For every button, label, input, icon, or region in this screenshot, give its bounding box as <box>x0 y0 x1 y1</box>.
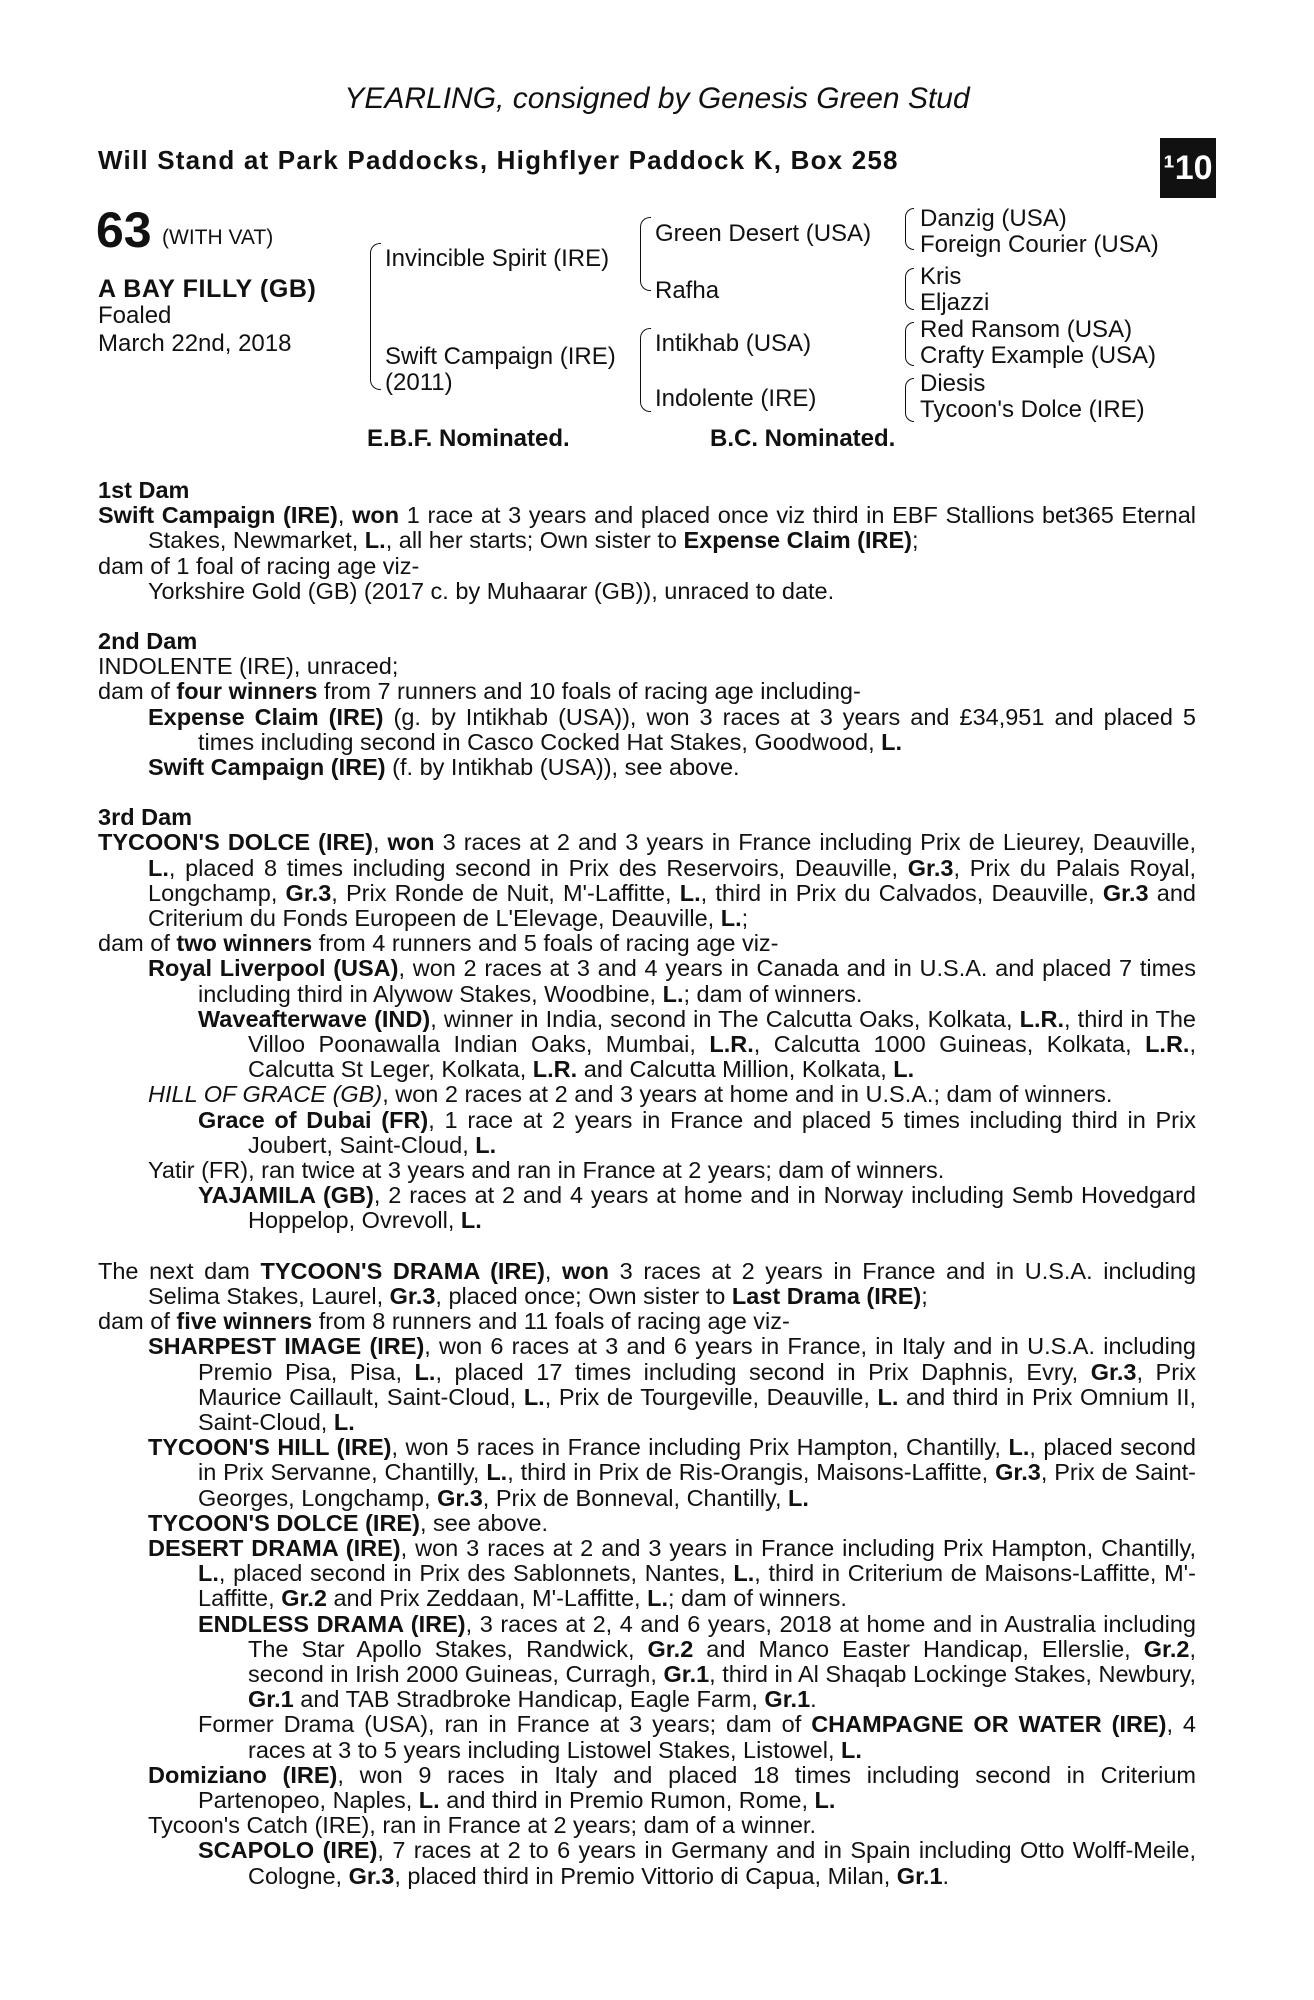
section-heading: 3rd Dam <box>98 804 193 831</box>
catalogue-paragraph: TYCOON'S HILL (IRE), won 5 races in France including Prix Hampton, Chantilly, L., placed second in Prix Servanne, Chantilly, L., third in Prix de Ris-Orangis, Maisons-Laffitte, Gr.3, Prix de Saint-Georges, Longchamp, Gr.3, Prix de Bonneval, Chantilly, L. <box>148 1434 1196 1511</box>
catalogue-paragraph: Grace of Dubai (FR), 1 race at 2 years in France and placed 5 times including third in Prix Joubert, Saint-Cloud, L. <box>198 1106 1196 1158</box>
catalogue-paragraph: The next dam TYCOON'S DRAMA (IRE), won 3 races at 2 years in France and in U.S.A. including Selima Stakes, Laurel, Gr.3, placed once; Own sister to Last Drama (IRE); <box>98 1257 1197 1309</box>
sire-brace <box>370 243 381 390</box>
bc-nomination: B.C. Nominated. <box>710 425 896 452</box>
catalogue-paragraph: Royal Liverpool (USA), won 2 races at 3 and 4 years in Canada and in U.S.A. and placed 7 times including third in Alywow Stakes, Woodbine, L.; dam of winners. <box>148 955 1196 1007</box>
pedigree-sire-dam: Rafha <box>655 277 720 304</box>
pedigree-sire: Invincible Spirit (IRE) <box>385 245 610 272</box>
pedigree-g1: Danzig (USA) <box>920 205 1067 232</box>
pedigree-dam-sire: Intikhab (USA) <box>655 330 812 357</box>
catalogue-body <box>98 478 1196 1889</box>
pedigree-g4: Eljazzi <box>920 289 990 316</box>
catalogue-paragraph: dam of 1 foal of racing age viz- <box>98 552 420 579</box>
lot-number: 63 <box>96 202 152 258</box>
catalogue-paragraph: Expense Claim (IRE) (g. by Intikhab (USA)), won 3 races at 3 years and £34,951 and placed 5 times including second in Casco Cocked Hat Stakes, Goodwood, L. <box>148 703 1196 755</box>
pedigree-g3: Kris <box>920 263 962 290</box>
foaled-date: March 22nd, 2018 <box>98 330 292 357</box>
spacer <box>98 1234 1196 1259</box>
vat-note: (WITH VAT) <box>162 226 274 249</box>
pedigree-g5: Red Ransom (USA) <box>920 316 1133 343</box>
catalogue-paragraph: Waveafterwave (IND), winner in India, second in The Calcutta Oaks, Kolkata, L.R., third in The Villoo Poonawalla Indian Oaks, Mumbai, L.R., Calcutta 1000 Guineas, Kolkata, L.R., Calcutta St Leger, Kolkata, L.R. and Calcutta Million, Kolkata, L. <box>198 1005 1196 1083</box>
section-heading: 2nd Dam <box>98 628 198 655</box>
pedigree-g7: Diesis <box>920 370 986 397</box>
catalogue-paragraph: Swift Campaign (IRE) (f. by Intikhab (USA)), see above. <box>148 754 740 781</box>
catalogue-paragraph: DESERT DRAMA (IRE), won 3 races at 2 and 3 years in France including Prix Hampton, Chantilly, L., placed second in Prix des Sablonnets, Nantes, L., third in Criterium de Maisons-Laffitte, M'-Laffitte, Gr.2 and Prix Zeddaan, M'-Laffitte, L.; dam of winners. <box>148 1534 1196 1612</box>
dam-parents-brace <box>640 328 651 412</box>
pedigree-dam-dam: Indolente (IRE) <box>655 385 817 412</box>
catalogue-paragraph: dam of two winners from 4 runners and 5 foals of racing age viz- <box>98 930 779 957</box>
section-heading: 1st Dam <box>98 477 190 503</box>
catalogue-paragraph: Tycoon's Catch (IRE), ran in France at 2 years; dam of a winner. <box>148 1812 816 1839</box>
foaled-label: Foaled <box>98 302 172 329</box>
catalogue-paragraph: TYCOON'S DOLCE (IRE), won 3 races at 2 and 3 years in France including Prix de Lieurey, Deauville, L., placed 8 times including second in Prix des Reservoirs, Deauville, Gr.3, Prix du Palais Royal, Longchamp, Gr.3, Prix Ronde de Nuit, M'-Laffitte, L., third in Prix du Calvados, Deauville, Gr.3 and Criterium du Fonds Europeen de L'Elevage, Deauville, L.; <box>98 829 1197 932</box>
horse-name: A BAY FILLY (GB) <box>98 275 317 303</box>
catalogue-paragraph: SHARPEST IMAGE (IRE), won 6 races at 3 and 6 years in France, in Italy and in U.S.A. including Premio Pisa, Pisa, L., placed 17 times including second in Prix Daphnis, Evry, Gr.3, Prix Maurice Caillault, Saint-Cloud, L., Prix de Tourgeville, Deauville, L. and third in Prix Omnium II, Saint-Cloud, L. <box>148 1333 1196 1435</box>
catalogue-paragraph: Domiziano (IRE), won 9 races in Italy and placed 18 times including second in Criterium Partenopeo, Naples, L. and third in Premio Rumon, Rome, L. <box>148 1761 1196 1813</box>
ebf-nomination: E.B.F. Nominated. <box>367 425 570 452</box>
g1-brace <box>905 208 914 250</box>
catalogue-paragraph: YAJAMILA (GB), 2 races at 2 and 4 years at home and in Norway including Semb Hovedgard Hoppelop, Ovrevoll, L. <box>198 1182 1196 1234</box>
catalogue-paragraph: HILL OF GRACE (GB), won 2 races at 2 and 3 years at home and in U.S.A.; dam of winners. <box>148 1081 1113 1108</box>
catalogue-paragraph: TYCOON'S DOLCE (IRE), see above. <box>148 1509 548 1536</box>
pedigree-dam: Swift Campaign (IRE) <box>385 343 616 370</box>
location-line: Will Stand at Park Paddocks, Highflyer Paddock K, Box 258 <box>98 145 899 175</box>
g4-brace <box>905 378 914 422</box>
pedigree-g2: Foreign Courier (USA) <box>920 231 1159 258</box>
spacer <box>98 780 1196 805</box>
pedigree-g8: Tycoon's Dolce (IRE) <box>920 396 1145 423</box>
catalogue-paragraph: SCAPOLO (IRE), 7 races at 2 to 6 years in Germany and in Spain including Otto Wolff-Meile, Cologne, Gr.3, placed third in Premio Vittorio di Capua, Milan, Gr.1. <box>198 1837 1196 1889</box>
pedigree-g6: Crafty Example (USA) <box>920 342 1157 369</box>
catalogue-paragraph: Former Drama (USA), ran in France at 3 years; dam of CHAMPAGNE OR WATER (IRE), 4 races at 3 to 5 years including Listowel Stakes, Listowel, L. <box>198 1711 1196 1763</box>
spacer <box>98 604 1196 629</box>
g2-brace <box>905 268 914 310</box>
pedigree-sire-sire: Green Desert (USA) <box>655 220 872 247</box>
sire-parents-brace <box>640 217 651 291</box>
page-title: YEARLING, consigned by Genesis Green Stud <box>344 82 970 115</box>
g3-brace <box>905 322 914 366</box>
catalogue-paragraph: Yatir (FR), ran twice at 3 years and ran in France at 2 years; dam of winners. <box>148 1157 945 1184</box>
catalogue-paragraph: Yorkshire Gold (GB) (2017 c. by Muhaarar (GB)), unraced to date. <box>148 577 835 604</box>
catalogue-paragraph: INDOLENTE (IRE), unraced; <box>98 653 399 680</box>
catalogue-paragraph: ENDLESS DRAMA (IRE), 3 races at 2, 4 and 6 years, 2018 at home and in Australia including The Star Apollo Stakes, Randwick, Gr.2 and Manco Easter Handicap, Ellerslie, Gr.2, second in Irish 2000 Guineas, Curragh, Gr.1, third in Al Shaqab Lockinge Stakes, Newbury, Gr.1 and TAB Stradbroke Handicap, Eagle Farm, Gr.1. <box>198 1610 1197 1713</box>
catalogue-paragraph: dam of four winners from 7 runners and 10 foals of racing age including- <box>98 678 861 705</box>
catalogue-paragraph: Swift Campaign (IRE), won 1 race at 3 years and placed once viz third in EBF Stallions bet365 Eternal Stakes, Newmarket, L., all her starts; Own sister to Expense Claim (IRE); <box>98 502 1196 554</box>
pedigree-dam-year: (2011) <box>385 369 453 396</box>
catalogue-paragraph: dam of five winners from 8 runners and 11 foals of racing age viz- <box>98 1308 790 1335</box>
page-number-badge: ¹10 <box>1160 138 1216 198</box>
